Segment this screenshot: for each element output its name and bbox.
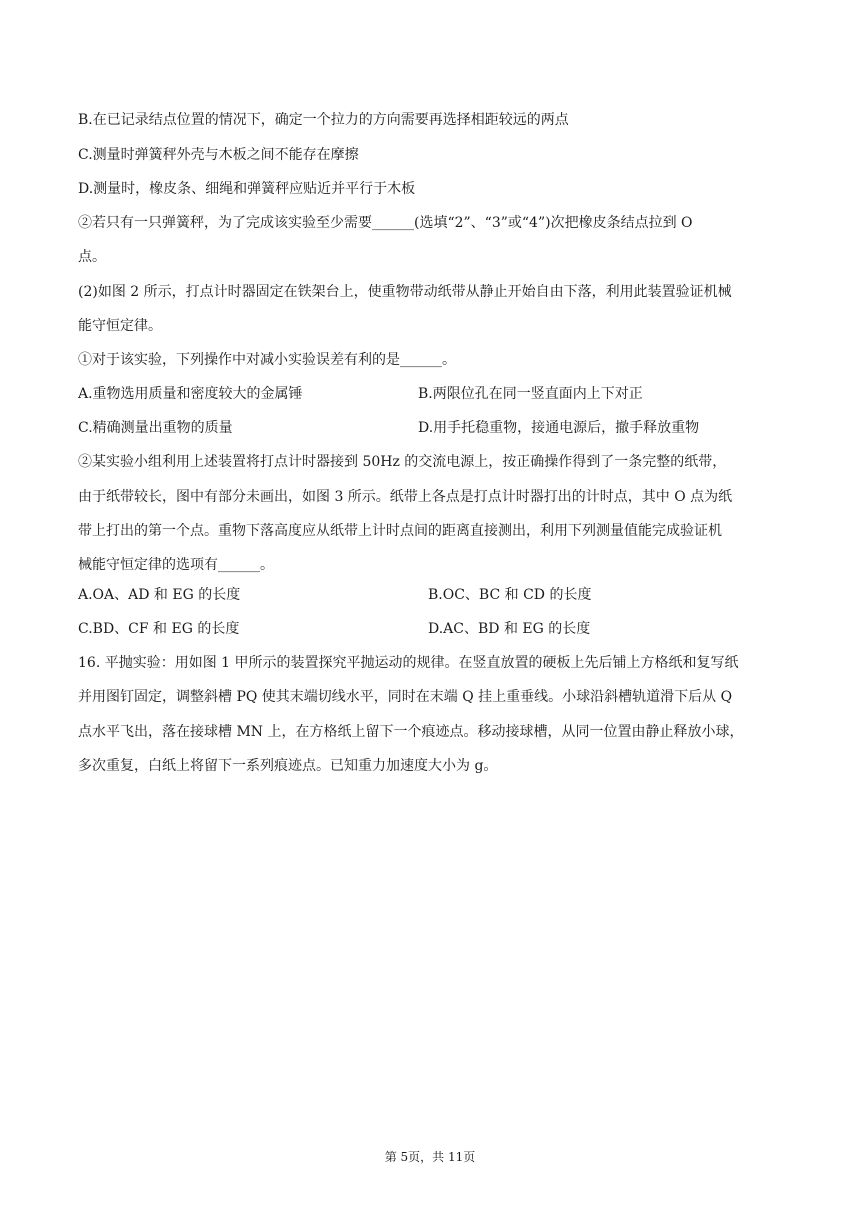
sub-question-2-line-2: 由于纸带较长，图中有部分未画出，如图 3 所示。纸带上各点是打点计时器打出的计时点，其中 O 点为纸 — [78, 489, 733, 505]
q1-option-c: C.精确测量出重物的质量 — [78, 420, 233, 436]
q2-option-c: C.BD、CF 和 EG 的长度 — [78, 621, 240, 637]
section-2-intro-line-2: 能守恒定律。 — [78, 318, 162, 334]
sub-question-2-line-4: 械能守恒定律的选项有______。 — [78, 557, 274, 573]
question-part-2-line-2: 点。 — [78, 249, 106, 265]
question-part-2-line-1: ②若只有一只弹簧秤，为了完成该实验至少需要______(选填“2”、“3”或“4”)次把橡皮条结点拉到 O — [78, 215, 693, 231]
question-16-line-4: 多次重复，白纸上将留下一系列痕迹点。已知重力加速度大小为 g。 — [78, 758, 498, 774]
option-c-text: C.测量时弹簧秤外壳与木板之间不能存在摩擦 — [78, 147, 359, 163]
question-16-line-1: 16. 平抛实验：用如图 1 甲所示的装置探究平抛运动的规律。在竖直放置的硬板上先后铺上方格纸和复写纸 — [78, 655, 739, 671]
question-16-line-3: 点水平飞出，落在接球槽 MN 上，在方格纸上留下一个痕迹点。移动接球槽，从同一位置由静止释放小球， — [78, 724, 744, 740]
sub-question-2-line-3: 带上打出的第一个点。重物下落高度应从纸带上计时点间的距离直接测出，利用下列测量值能完成验证机 — [78, 523, 722, 539]
q2-option-b: B.OC、BC 和 CD 的长度 — [428, 587, 592, 603]
section-2-intro-line-1: (2)如图 2 所示，打点计时器固定在铁架台上，使重物带动纸带从静止开始自由下落，利用此装置验证机械 — [78, 284, 732, 300]
q1-option-d: D.用手托稳重物，接通电源后，撤手释放重物 — [418, 420, 700, 436]
q2-option-a: A.OA、AD 和 EG 的长度 — [78, 587, 241, 603]
question-16-line-2: 并用图钉固定，调整斜槽 PQ 使其末端切线水平，同时在末端 Q 挂上重垂线。小球沿斜槽轨道滑下后从 Q — [78, 689, 733, 705]
page-footer: 第 5页，共 11页 — [384, 1150, 476, 1164]
q1-option-b: B.两限位孔在同一竖直面内上下对正 — [418, 386, 643, 402]
sub-question-2-line-1: ②某实验小组利用上述装置将打点计时器接到 50Hz 的交流电源上，按正确操作得到了一条完整的纸带， — [78, 454, 727, 470]
sub-question-1: ①对于该实验，下列操作中对减小实验误差有利的是______。 — [78, 352, 456, 368]
option-b-text: B.在已记录结点位置的情况下，确定一个拉力的方向需要再选择相距较远的两点 — [78, 112, 569, 128]
option-d-text: D.测量时，橡皮条、细绳和弹簧秤应贴近并平行于木板 — [78, 181, 416, 197]
q2-option-d: D.AC、BD 和 EG 的长度 — [428, 621, 591, 637]
q1-option-a: A.重物选用质量和密度较大的金属锤 — [78, 386, 303, 402]
